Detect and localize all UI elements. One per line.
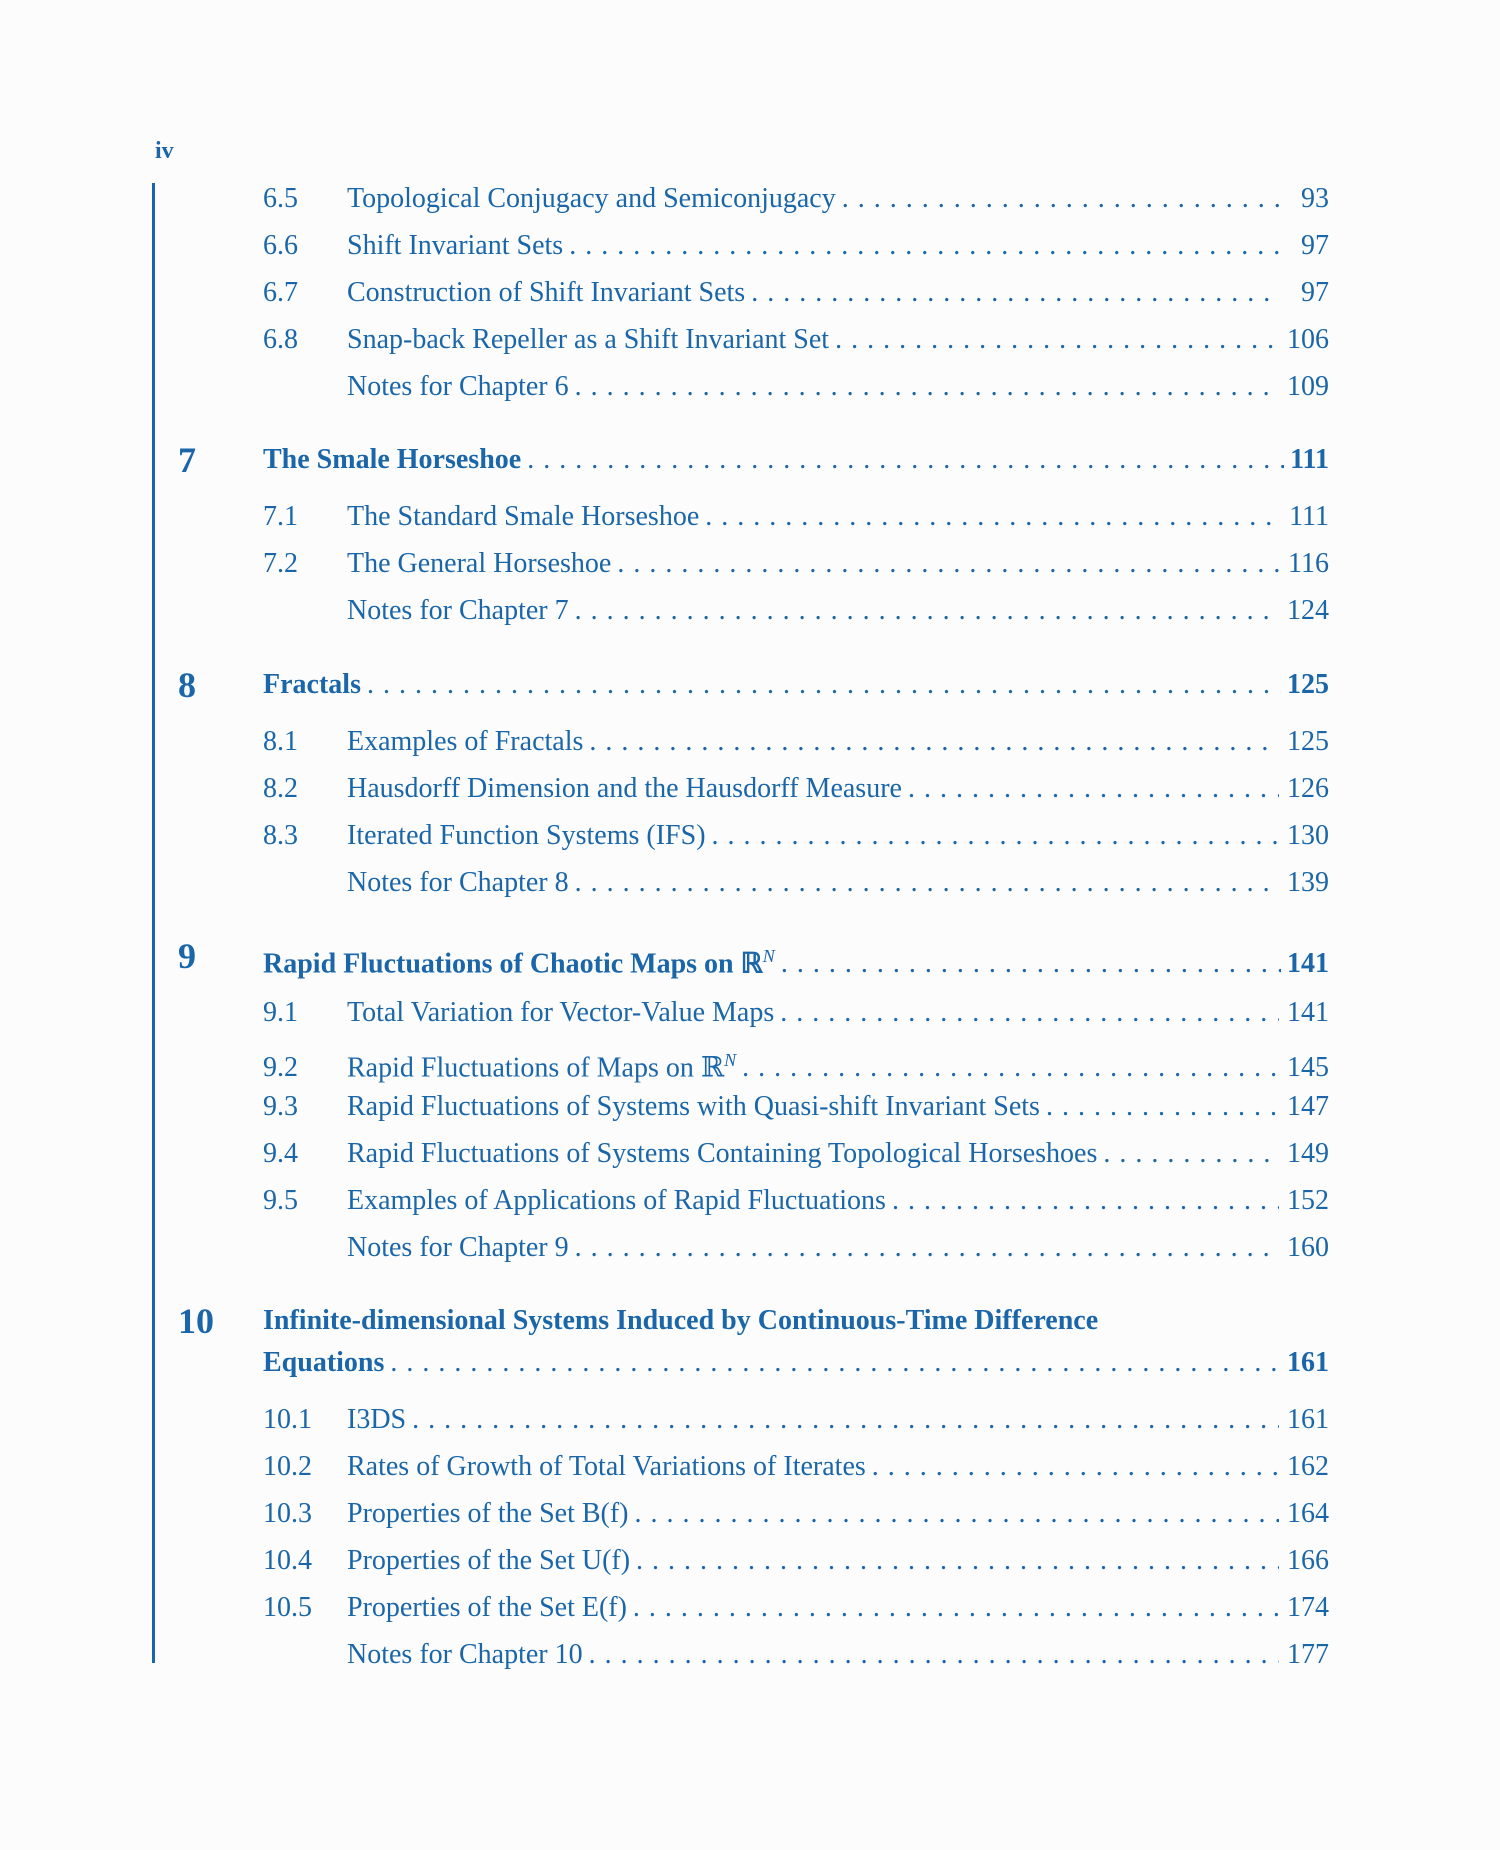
dot-leader: [617, 546, 1279, 582]
section-number: 6.8: [263, 324, 298, 355]
section-page: 161: [1287, 1404, 1329, 1435]
dot-leader: [835, 322, 1279, 358]
chapter-number: 9: [178, 936, 196, 976]
section-page: 141: [1287, 997, 1329, 1028]
chapter-title: The Smale Horseshoe: [263, 444, 522, 475]
section-page: 177: [1287, 1639, 1329, 1670]
toc-entry-notes-9[interactable]: [263, 1230, 1329, 1266]
chapter-title-first-line: Infinite-dimensional Systems Induced by Continuous-Time Difference: [263, 1305, 1099, 1336]
section-number: 8.3: [263, 820, 298, 851]
section-title: Notes for Chapter 10: [347, 1639, 583, 1670]
section-page: 111: [1289, 501, 1329, 532]
dot-leader: [575, 865, 1279, 901]
section-title: Iterated Function Systems (IFS): [347, 820, 706, 851]
section-page: 97: [1301, 277, 1329, 308]
section-page: 164: [1287, 1498, 1329, 1529]
chapter-page: 141: [1287, 948, 1329, 980]
page-number: iv: [155, 138, 174, 164]
toc-entry-7-2[interactable]: [263, 546, 1329, 582]
section-page: 130: [1287, 820, 1329, 851]
section-number: 6.7: [263, 277, 298, 308]
chapter-title-text: Rapid Fluctuations of Chaotic Maps on ℝ: [263, 948, 763, 980]
dot-leader: [712, 818, 1279, 854]
section-page: 166: [1287, 1545, 1329, 1576]
chapter-title-line-2: [263, 1341, 1329, 1385]
toc-entry-10-4[interactable]: [263, 1543, 1329, 1579]
dot-leader: [575, 369, 1279, 405]
section-page: 139: [1287, 867, 1329, 898]
chapter-number: 8: [178, 665, 196, 705]
dot-leader: [908, 771, 1279, 807]
chapter-title-line: [263, 663, 1329, 707]
toc-entry-8-2[interactable]: [263, 771, 1329, 807]
section-title: Topological Conjugacy and Semiconjugacy: [347, 183, 836, 214]
dot-leader: [589, 724, 1279, 760]
toc-entry-7-1[interactable]: [263, 499, 1329, 535]
section-title: Properties of the Set E(f): [347, 1592, 627, 1623]
dot-leader: [367, 663, 1281, 707]
section-title: Rapid Fluctuations of Systems with Quasi-shift Invariant Sets: [347, 1091, 1040, 1122]
dot-leader: [635, 1496, 1280, 1532]
chapter-title-line-1: [263, 1299, 1329, 1343]
section-page: 125: [1287, 726, 1329, 757]
toc-entry-10-1[interactable]: [263, 1402, 1329, 1438]
section-title: Hausdorff Dimension and the Hausdorff Measure: [347, 773, 902, 804]
section-page: 162: [1287, 1451, 1329, 1482]
dot-leader: [1046, 1089, 1279, 1125]
chapter-page: 161: [1287, 1347, 1329, 1378]
section-title: Examples of Fractals: [347, 726, 584, 757]
dot-leader: [742, 1050, 1279, 1086]
section-number: 7.2: [263, 548, 298, 579]
section-title: Properties of the Set U(f): [347, 1545, 631, 1576]
section-number: 9.3: [263, 1091, 298, 1122]
toc-entry-notes-6[interactable]: [263, 369, 1329, 405]
section-title: Properties of the Set B(f): [347, 1498, 629, 1529]
section-page: 147: [1287, 1091, 1329, 1122]
section-page: 106: [1287, 324, 1329, 355]
section-number: 9.4: [263, 1138, 298, 1169]
section-page: 174: [1287, 1592, 1329, 1623]
toc-entry-6-5[interactable]: [263, 181, 1329, 217]
section-number: 10.4: [263, 1545, 312, 1576]
section-page: 109: [1287, 371, 1329, 402]
toc-entry-10-5[interactable]: [263, 1590, 1329, 1626]
section-number: 9.5: [263, 1185, 298, 1216]
toc-entry-notes-8[interactable]: [263, 865, 1329, 901]
toc-entry-6-8[interactable]: [263, 322, 1329, 358]
section-title: Rapid Fluctuations of Systems Containing Topological Horseshoes: [347, 1138, 1098, 1169]
dot-leader: [842, 181, 1279, 217]
dot-leader: [781, 942, 1281, 986]
superscript: N: [762, 946, 775, 966]
section-number: 10.1: [263, 1404, 312, 1435]
section-number: 9.2: [263, 1052, 298, 1084]
section-page: 126: [1287, 773, 1329, 804]
chapter-title-line: [263, 934, 1329, 978]
section-title: I3DS: [347, 1404, 407, 1435]
dot-leader: [412, 1402, 1279, 1438]
section-title: Rates of Growth of Total Variations of Iterates: [347, 1451, 866, 1482]
section-page: 160: [1287, 1232, 1329, 1263]
left-margin-rule: [152, 183, 155, 1663]
section-title: Notes for Chapter 7: [347, 595, 569, 626]
dot-leader: [589, 1637, 1279, 1673]
dot-leader: [633, 1590, 1279, 1626]
dot-leader: [872, 1449, 1279, 1485]
section-number: 8.1: [263, 726, 298, 757]
section-title: The General Horseshoe: [347, 548, 612, 579]
section-number: 9.1: [263, 997, 298, 1028]
chapter-title-line: [263, 438, 1329, 482]
toc-entry-6-7[interactable]: [263, 275, 1329, 311]
section-number: 6.5: [263, 183, 298, 214]
dot-leader: [390, 1341, 1281, 1385]
toc-entry-10-3[interactable]: [263, 1496, 1329, 1532]
section-title: Notes for Chapter 8: [347, 867, 569, 898]
section-page: 152: [1287, 1185, 1329, 1216]
section-title: Construction of Shift Invariant Sets: [347, 277, 746, 308]
toc-entry-9-1[interactable]: [263, 995, 1329, 1031]
section-number: 8.2: [263, 773, 298, 804]
dot-leader: [569, 228, 1279, 264]
dot-leader: [780, 995, 1279, 1031]
section-number: 10.2: [263, 1451, 312, 1482]
section-page: 116: [1288, 548, 1329, 579]
chapter-title: Equations: [263, 1347, 385, 1378]
superscript: N: [724, 1050, 737, 1070]
section-title: Total Variation for Vector-Value Maps: [347, 997, 775, 1028]
chapter-page: 111: [1290, 444, 1329, 475]
section-page: 93: [1301, 183, 1329, 214]
dot-leader: [1103, 1136, 1279, 1172]
section-number: 10.3: [263, 1498, 312, 1529]
toc-entry-9-5[interactable]: [263, 1183, 1329, 1219]
section-page: 124: [1287, 595, 1329, 626]
chapter-number: 7: [178, 440, 196, 480]
toc-entry-9-4[interactable]: [263, 1136, 1329, 1172]
toc-entry-notes-7[interactable]: [263, 593, 1329, 629]
section-number: 7.1: [263, 501, 298, 532]
dot-leader: [751, 275, 1279, 311]
chapter-page: 125: [1287, 669, 1329, 700]
toc-entry-8-3[interactable]: [263, 818, 1329, 854]
chapter-title: Fractals: [263, 669, 361, 700]
dot-leader: [636, 1543, 1279, 1579]
section-number: 6.6: [263, 230, 298, 261]
chapter-title: [263, 934, 775, 986]
toc-entry-10-2[interactable]: [263, 1449, 1329, 1485]
section-page: 145: [1287, 1052, 1329, 1084]
dot-leader: [575, 593, 1279, 629]
dot-leader: [527, 438, 1284, 482]
section-title: Snap-back Repeller as a Shift Invariant Set: [347, 324, 830, 355]
section-page: 149: [1287, 1138, 1329, 1169]
section-title: Notes for Chapter 6: [347, 371, 569, 402]
section-number: 10.5: [263, 1592, 312, 1623]
section-title-text: Rapid Fluctuations of Maps on ℝ: [347, 1052, 725, 1084]
dot-leader: [892, 1183, 1279, 1219]
toc-entry-9-3[interactable]: [263, 1089, 1329, 1125]
toc-entry-6-6[interactable]: [263, 228, 1329, 264]
toc-entry-9-2[interactable]: [263, 1042, 1329, 1084]
chapter-number: 10: [178, 1301, 214, 1341]
section-title: [347, 1042, 736, 1086]
dot-leader: [705, 499, 1279, 535]
section-page: 97: [1301, 230, 1329, 261]
section-title: The Standard Smale Horseshoe: [347, 501, 700, 532]
section-title: Examples of Applications of Rapid Fluctuations: [347, 1185, 886, 1216]
dot-leader: [575, 1230, 1279, 1266]
toc-entry-notes-10[interactable]: [263, 1637, 1329, 1673]
section-title: Notes for Chapter 9: [347, 1232, 569, 1263]
section-title: Shift Invariant Sets: [347, 230, 564, 261]
toc-entry-8-1[interactable]: [263, 724, 1329, 760]
